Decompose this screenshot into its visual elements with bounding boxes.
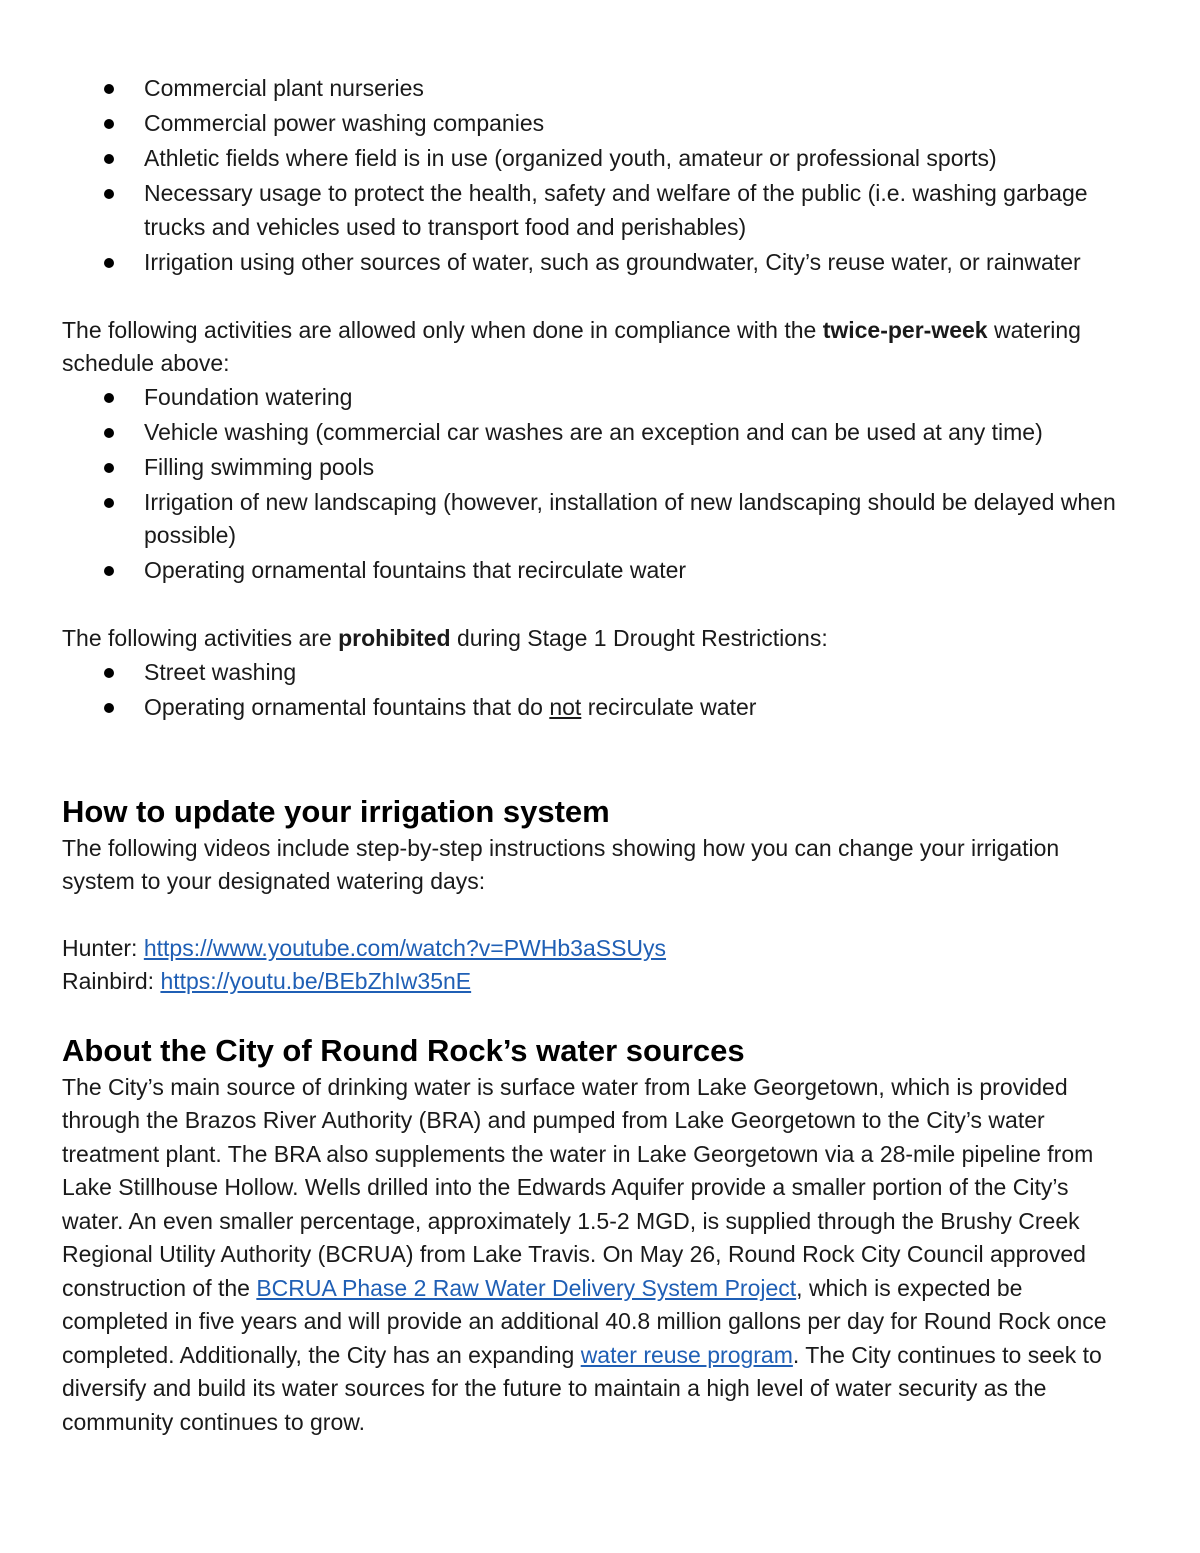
hunter-line <box>62 932 1132 966</box>
intro-text: The following activities are allowed only when done in compliance with the <box>62 316 823 343</box>
rainbird-video-link[interactable]: https://youtu.be/BEbZhIw35nE <box>160 968 472 994</box>
item-text: Operating ornamental fountains that do <box>144 693 550 720</box>
list-item: Street washing <box>144 656 1132 690</box>
item-text: recirculate water <box>581 693 757 720</box>
list-item: Vehicle washing (commercial car washes are an exception and can be used at any time) <box>144 416 1132 450</box>
body-text: , which is expected be completed in five years and will provide an additional 40.8 million gallons per day for Round Rock once completed. Additionally, the City has an expanding <box>62 1274 1107 1368</box>
water-sources-body <box>62 1071 1132 1440</box>
intro-text: during Stage 1 Drought Restrictions: <box>450 625 828 651</box>
twice-per-week-intro <box>62 314 1132 381</box>
intro-text: watering schedule above: <box>62 316 1081 376</box>
list-item: Commercial plant nurseries <box>144 72 1132 106</box>
list-item: Operating ornamental fountains that recirculate water <box>144 554 1132 588</box>
rainbird-line <box>62 965 1132 999</box>
underlined-not: not <box>549 693 582 720</box>
hunter-video-link[interactable]: https://www.youtube.com/watch?v=PWHb3aSSUys <box>143 934 667 961</box>
document-page <box>62 72 1132 1439</box>
water-reuse-link[interactable]: water reuse program <box>580 1341 793 1368</box>
body-text: . The City continues to seek to diversify and build its water sources for the future to maintain a high level of water security as the community continues to grow. <box>62 1341 1102 1435</box>
hunter-label: Hunter: <box>62 934 144 961</box>
list-item: Irrigation using other sources of water, such as groundwater, City’s reuse water, or rainwater <box>144 246 1132 280</box>
exemptions-list <box>62 72 1132 279</box>
allowed-activities-list <box>62 381 1132 588</box>
bcrua-project-link[interactable]: BCRUA Phase 2 Raw Water Delivery System Project <box>256 1274 797 1301</box>
prohibited-intro <box>62 622 1132 656</box>
intro-text: The following activities are <box>62 625 339 651</box>
list-item: Commercial power washing companies <box>144 107 1132 141</box>
list-item: Filling swimming pools <box>144 451 1132 485</box>
list-item: Irrigation of new landscaping (however, installation of new landscaping should be delayed when possible) <box>144 486 1132 553</box>
body-text: The City’s main source of drinking water is surface water from Lake Georgetown, which is provided through the Brazos River Authority (BRA) and pumped from Lake Georgetown to the City’s water treatment plant. The BRA also supplements the water in Lake Georgetown via a 28-mile pipeline from Lake Stillhouse Hollow. Wells drilled into the Edwards Aquifer provide a smaller portion of the City’s water. An even smaller percentage, approximately 1.5-2 MGD, is supplied through the Brushy Creek Regional Utility Authority (BCRUA) from Lake Travis. On May 26, Round Rock City Council approved construction of the <box>62 1073 1094 1301</box>
rainbird-label: Rainbird: <box>62 968 161 994</box>
list-item: Necessary usage to protect the health, safety and welfare of the public (i.e. washing garbage trucks and vehicles used to transport food and perishables) <box>144 177 1132 244</box>
irrigation-heading: How to update your irrigation system <box>62 793 610 829</box>
water-sources-heading: About the City of Round Rock’s water sources <box>62 1032 745 1068</box>
list-item <box>144 691 1132 725</box>
intro-bold-text: prohibited <box>338 625 451 651</box>
irrigation-body: The following videos include step-by-step instructions showing how you can change your irrigation system to your designated watering days: <box>62 834 1060 894</box>
list-item: Athletic fields where field is in use (organized youth, amateur or professional sports) <box>144 142 1132 176</box>
intro-bold-text: twice-per-week <box>822 316 988 343</box>
list-item: Foundation watering <box>144 381 1132 415</box>
prohibited-activities-list <box>62 656 1132 725</box>
